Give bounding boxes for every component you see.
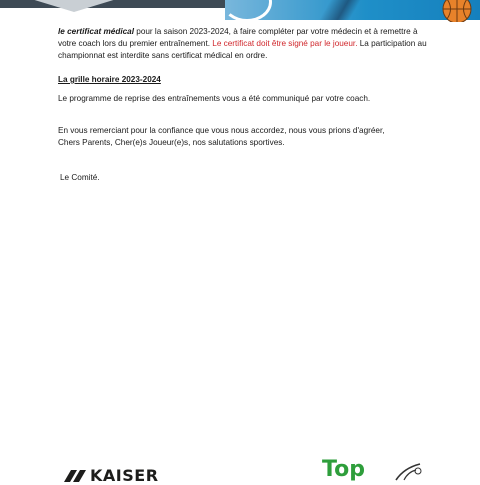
schedule-heading: La grille horaire 2023-2024 [58,75,161,84]
closing-line-2: Chers Parents, Cher(e)s Joueur(e)s, nos salutations sportives. [58,138,285,148]
banner-streak [300,0,390,20]
kaiser-logo-mark [64,470,86,482]
certificate-text-1: pour la saison 2023-2024, à faire compléter par votre médecin et à remettre à votre coach lors du premier entraînement. [58,27,418,49]
kaiser-logo-text: KAISER [90,466,159,485]
top-logo-swoosh [394,462,424,482]
certificate-warning: Le certificat doit être signé par le joueur. [212,39,358,49]
certificate-text-2: La participation au championnat est interdite sans certificat médical en ordre. [58,39,427,61]
sponsor-logo-top [322,458,432,482]
closing-paragraph [58,125,428,149]
header-banner [0,0,480,22]
schedule-paragraph: Le programme de reprise des entraînements vous a été communiqué par votre coach. [58,94,371,103]
closing-line-1: En vous remerciant pour la confiance que vous nous accordez, nous vous prions d'agréer, [58,126,385,135]
banner-wedge [28,0,120,12]
certificate-lead: le certificat médical [58,27,134,36]
signature: Le Comité. [60,173,100,182]
top-logo-text: Top [322,457,365,482]
medical-certificate-paragraph [58,26,428,63]
basketball-icon [442,0,472,22]
